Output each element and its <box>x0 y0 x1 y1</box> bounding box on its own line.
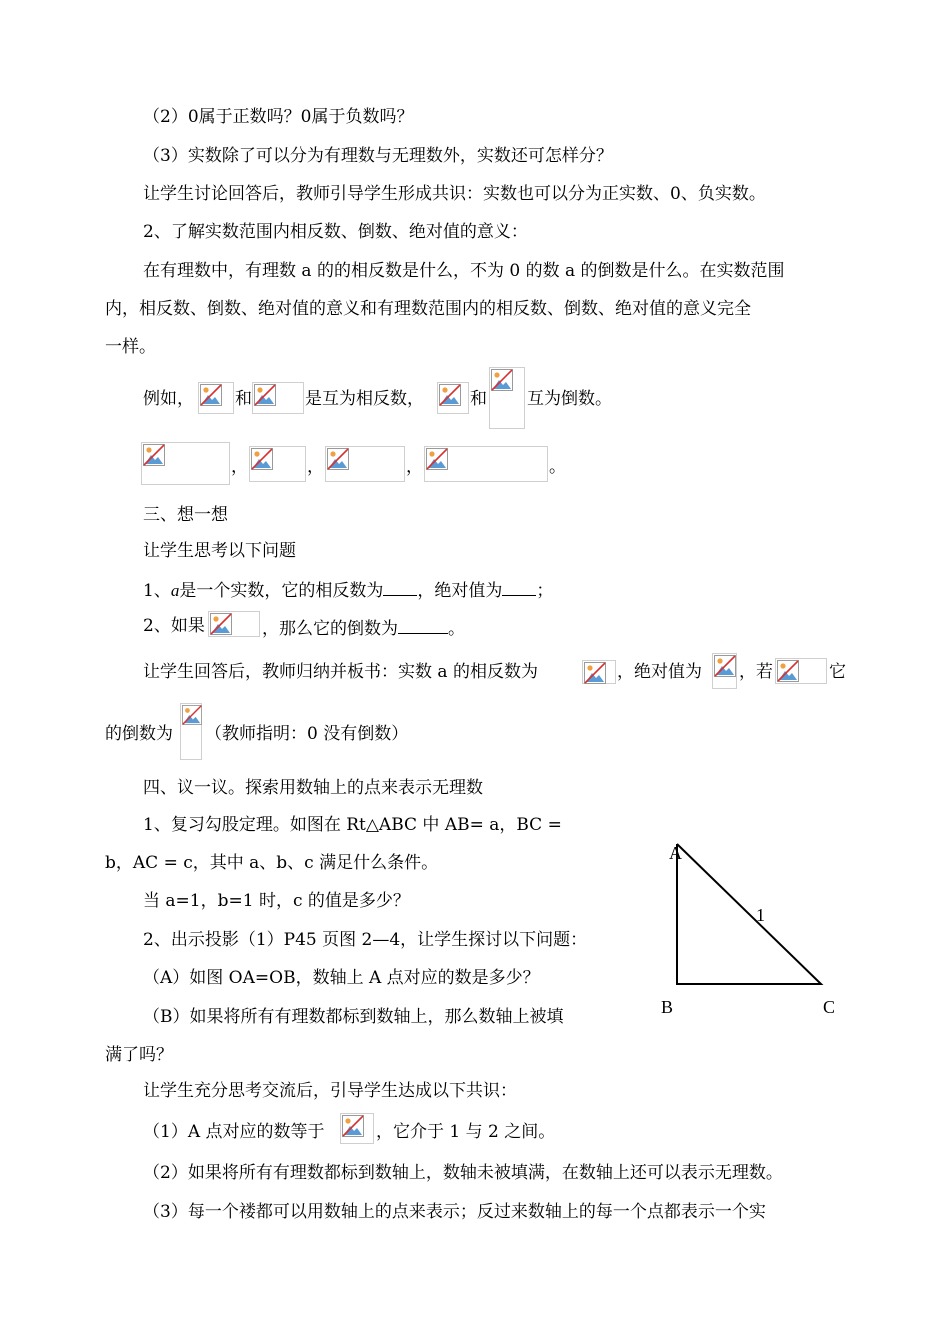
question-2-prefix: 2、如果 <box>143 616 205 636</box>
summary-reciprocal: 的倒数为 <box>105 724 173 744</box>
para-zero-question: （2）0属于正数吗？0属于负数吗？ <box>143 107 414 127</box>
example-and-1: 和 <box>235 389 252 409</box>
vertex-a-label: A <box>669 843 682 863</box>
broken-image-icon <box>439 384 461 406</box>
broken-image-icon <box>200 384 222 406</box>
triangle-shape <box>677 844 821 984</box>
formula-image <box>141 442 230 485</box>
period: 。 <box>549 457 566 477</box>
consensus-2: （2）如果将所有有理数都标到数轴上，数轴未被填满，在数轴上还可以表示无理数。 <box>143 1163 783 1183</box>
formula-image <box>712 653 737 689</box>
consensus-1-tail: ，它介于 1 与 2 之间。 <box>376 1122 556 1142</box>
comma: ， <box>231 457 248 477</box>
question-1: 1、a是一个实数，它的相反数为 ，绝对值为 ； <box>143 577 553 602</box>
broken-image-icon <box>584 662 606 684</box>
hypotenuse-label: 1 <box>756 905 765 925</box>
formula-image <box>325 446 405 482</box>
broken-image-icon <box>714 655 736 677</box>
answer-blank <box>502 577 536 596</box>
broken-image-icon <box>143 444 165 466</box>
broken-image-icon <box>254 384 276 406</box>
pythagoras-question: 当 a=1，b=1 时，c 的值是多少？ <box>143 891 410 911</box>
broken-image-icon <box>210 613 232 635</box>
broken-image-icon <box>342 1115 364 1137</box>
formula-image <box>198 382 234 414</box>
teacher-note: （教师指明：0 没有倒数） <box>205 724 409 744</box>
answer-blank <box>398 615 448 634</box>
summary-text-2: ，绝对值为 <box>617 662 702 682</box>
question-b: （B）如果将所有有理数都标到数轴上，那么数轴上被填 <box>143 1007 564 1027</box>
formula-image <box>252 382 304 414</box>
summary-text-1: 让学生回答后，教师归纳并板书：实数 a 的相反数为 <box>143 662 538 682</box>
question-b-cont: 满了吗？ <box>105 1045 173 1065</box>
formula-image <box>340 1113 374 1144</box>
projection-text: 2、出示投影（1）P45 页图 2—4，让学生探讨以下问题： <box>143 930 588 950</box>
formula-image <box>582 660 616 684</box>
broken-image-icon <box>777 660 799 682</box>
consensus-intro: 让学生充分思考交流后，引导学生达成以下共识： <box>143 1081 517 1101</box>
para-rational-2: 内，相反数、倒数、绝对值的意义和有理数范围内的相反数、倒数、绝对值的意义完全 <box>105 299 751 319</box>
consensus-1-text: （1）A 点对应的数等于 <box>143 1122 325 1142</box>
example-line <box>143 388 194 410</box>
heading-opposite-reciprocal: 2、了解实数范围内相反数、倒数、绝对值的意义： <box>143 222 528 242</box>
formula-image <box>489 367 525 429</box>
broken-image-icon <box>327 448 349 470</box>
vertex-b-label: B <box>661 997 674 1017</box>
comma: ， <box>307 457 324 477</box>
broken-image-icon <box>251 448 273 470</box>
question-a: （A）如图 OA=OB，数轴上 A 点对应的数是多少？ <box>143 968 540 988</box>
summary-text-3: ，若 <box>739 662 773 682</box>
formula-image <box>180 703 202 760</box>
vertex-c-label: C <box>823 997 836 1017</box>
para-classify-question: （3）实数除了可以分为有理数与无理数外，实数还可怎样分？ <box>143 146 613 166</box>
formula-image <box>208 611 260 637</box>
formula-image <box>424 446 548 482</box>
formula-image <box>249 446 306 482</box>
para-think: 让学生思考以下问题 <box>143 541 296 561</box>
broken-image-icon <box>491 369 513 391</box>
broken-image-icon <box>182 705 202 725</box>
section-four-heading: 四、议一议。探索用数轴上的点来表示无理数 <box>143 778 483 798</box>
formula-image <box>437 382 469 414</box>
example-prefix: 例如， <box>143 389 194 409</box>
broken-image-icon <box>426 448 448 470</box>
example-and-2: 和 <box>470 389 487 409</box>
para-rational-3: 一样。 <box>105 337 156 357</box>
pythagoras-text-2: b，AC = c，其中 a、b、c 满足什么条件。 <box>105 853 439 873</box>
example-reciprocal-text: 互为倒数。 <box>527 389 612 409</box>
example-opposite-text: 是互为相反数， <box>305 389 424 409</box>
para-consensus: 让学生讨论回答后，教师引导学生形成共识：实数也可以分为正实数、0、负实数。 <box>143 184 766 204</box>
para-rational-1: 在有理数中，有理数 a 的的相反数是什么，不为 0 的数 a 的倒数是什么。在实数范围 <box>143 261 785 281</box>
comma: ， <box>406 457 423 477</box>
consensus-3: （3）每一个褛都可以用数轴上的点来表示；反过来数轴上的每一个点都表示一个实 <box>143 1202 766 1222</box>
answer-blank <box>383 577 417 596</box>
question-2-text: ，那么它的倒数为 。 <box>262 615 465 640</box>
pythagoras-text-1: 1、复习勾股定理。如图在 Rt△ABC 中 AB= a，BC = <box>143 815 562 835</box>
formula-image <box>775 658 827 684</box>
section-three-heading: 三、想一想 <box>143 505 228 525</box>
summary-text-4: 它 <box>829 662 846 682</box>
